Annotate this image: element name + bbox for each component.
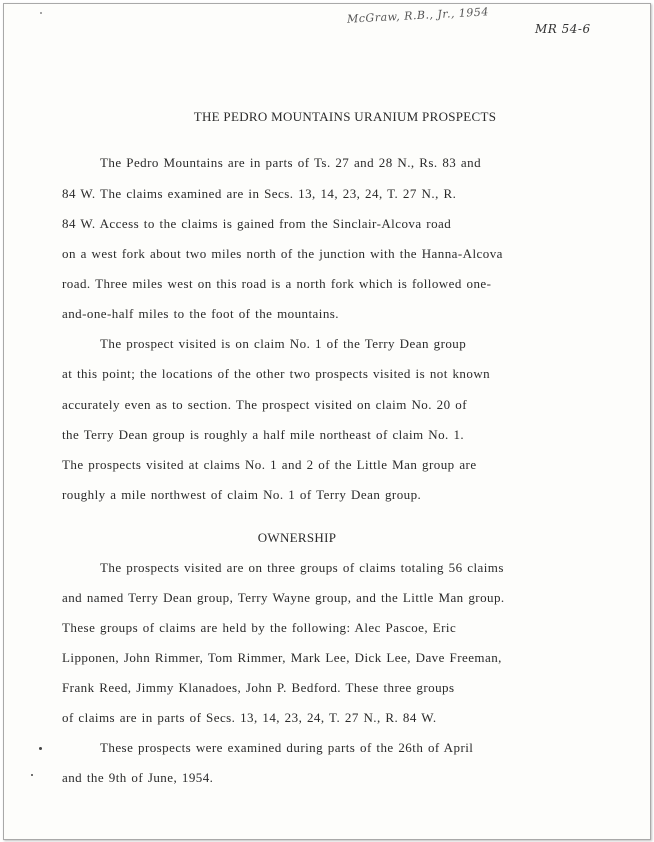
ownership-line: and the 9th of June, 1954. xyxy=(62,770,214,785)
body-line: at this point; the locations of the other two prospects visited is not known xyxy=(62,366,491,381)
body-line: The prospects visited at claims No. 1 and 2 of the Little Man group are xyxy=(62,457,477,472)
body-line: on a west fork about two miles north of the junction with the Hanna-Alcova xyxy=(62,246,503,261)
body-line: 84 W. Access to the claims is gained from the Sinclair-Alcova road xyxy=(62,216,452,231)
document-page xyxy=(3,3,651,840)
handwritten-author-note: McGraw, R.B., Jr., 1954 xyxy=(346,5,490,26)
handwritten-file-code: MR 54-6 xyxy=(535,22,591,36)
ownership-line: of claims are in parts of Secs. 13, 14, 23, 24, T. 27 N., R. 84 W. xyxy=(62,710,437,725)
scan-speck xyxy=(39,747,42,750)
body-line: road. Three miles west on this road is a north fork which is followed one- xyxy=(62,276,492,291)
document-title: THE PEDRO MOUNTAINS URANIUM PROSPECTS xyxy=(193,109,497,124)
body-line: roughly a mile northwest of claim No. 1 of Terry Dean group. xyxy=(62,487,422,502)
body-line: 84 W. The claims examined are in Secs. 13, 14, 23, 24, T. 27 N., R. xyxy=(62,186,457,201)
body-line: The prospect visited is on claim No. 1 of the Terry Dean group xyxy=(100,336,467,351)
ownership-heading: OWNERSHIP xyxy=(257,530,337,545)
scan-speck xyxy=(31,774,33,776)
ownership-line: These prospects were examined during parts of the 26th of April xyxy=(100,740,474,755)
ownership-line: These groups of claims are held by the following: Alec Pascoe, Eric xyxy=(62,620,457,635)
body-line: The Pedro Mountains are in parts of Ts. 27 and 28 N., Rs. 83 and xyxy=(100,155,482,170)
ownership-line: Lipponen, John Rimmer, Tom Rimmer, Mark Lee, Dick Lee, Dave Freeman, xyxy=(62,650,502,665)
ownership-line: and named Terry Dean group, Terry Wayne group, and the Little Man group. xyxy=(62,590,505,605)
body-line: the Terry Dean group is roughly a half mile northeast of claim No. 1. xyxy=(62,427,465,442)
scan-speck xyxy=(40,12,42,14)
body-line: and-one-half miles to the foot of the mountains. xyxy=(62,306,339,321)
body-line: accurately even as to section. The prospect visited on claim No. 20 of xyxy=(62,397,467,412)
ownership-line: The prospects visited are on three groups of claims totaling 56 claims xyxy=(100,560,504,575)
ownership-line: Frank Reed, Jimmy Klanadoes, John P. Bedford. These three groups xyxy=(62,680,455,695)
